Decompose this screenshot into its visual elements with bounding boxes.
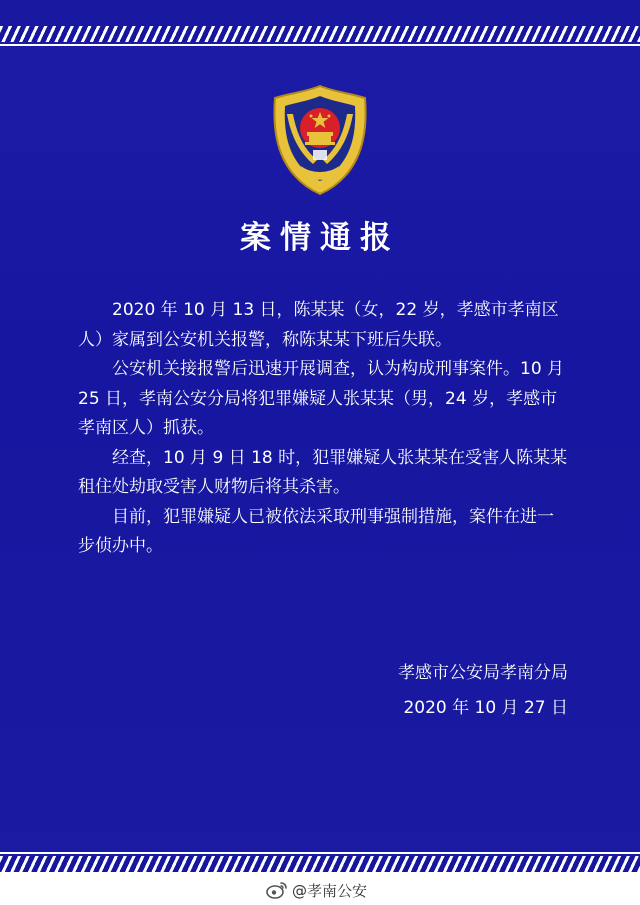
weibo-icon xyxy=(266,881,288,899)
paragraph-1: 2020 年 10 月 13 日，陈某某（女，22 岁，孝感市孝南区人）家属到公安机关报警，称陈某某下班后失联。 xyxy=(78,300,559,350)
signature-block xyxy=(398,656,568,726)
bottom-stripe-line xyxy=(0,852,640,854)
paragraph-3: 经查，10 月 9 日 18 时，犯罪嫌疑人张某某在受害人陈某某租住处劫取受害人财物后将其杀害。 xyxy=(78,447,568,497)
bottom-decorative-stripe xyxy=(0,856,640,872)
document-title: 案情通报 xyxy=(240,220,400,256)
issuer-name: 孝感市公安局孝南分局 xyxy=(398,663,568,683)
weibo-watermark xyxy=(266,878,367,902)
issue-date: 2020 年 10 月 27 日 xyxy=(403,698,568,718)
police-emblem-icon xyxy=(265,84,375,196)
watermark-text: @孝南公安 xyxy=(292,881,368,900)
document-body xyxy=(78,296,568,562)
top-stripe-line xyxy=(0,44,640,46)
paragraph-2: 公安机关接报警后迅速开展调查，认为构成刑事案件。10 月 25 日，孝南公安分局将犯罪嫌疑人张某某（男，24 岁，孝感市孝南区人）抓获。 xyxy=(78,359,565,438)
top-decorative-stripe xyxy=(0,26,640,42)
paragraph-4: 目前，犯罪嫌疑人已被依法采取刑事强制措施，案件在进一步侦办中。 xyxy=(78,506,554,556)
top-bar xyxy=(0,0,640,26)
